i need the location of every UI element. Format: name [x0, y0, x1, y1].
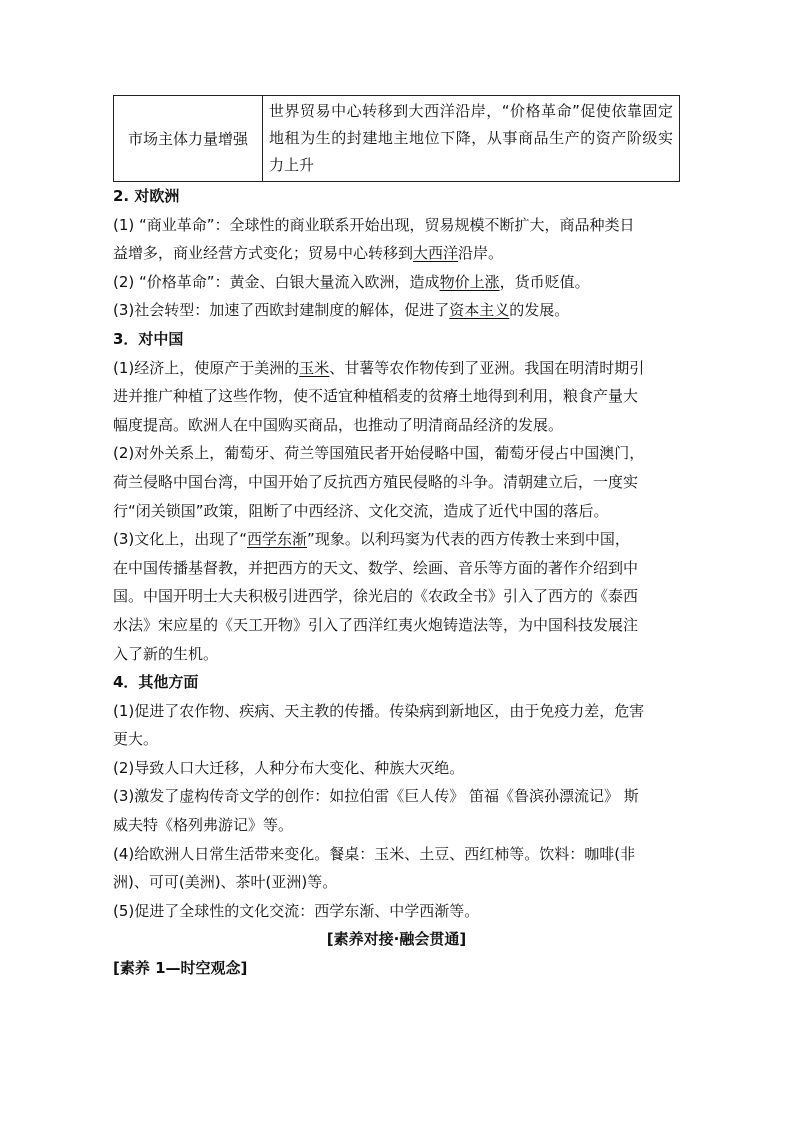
- europe-item-1-line-2: [113, 239, 680, 268]
- text-run: 、甘薯等农作物传到了亚洲。我国在明清时期引: [329, 358, 645, 377]
- section-europe: [113, 182, 680, 325]
- document-page: [113, 95, 680, 983]
- europe-item-1-line-1: (1) “商业革命”：全球性的商业联系开始出现，贸易规模不断扩大，商品种类日: [113, 215, 635, 234]
- china-p3-line-1: [113, 525, 680, 554]
- text-run: ，货币贬值。: [499, 272, 590, 291]
- other-p2-line-1: (2)导致人口大迁移，人种分布大变化、种族大灭绝。: [113, 758, 465, 777]
- other-p3-line-1: (3)激发了虚构传奇文学的创作：如拉伯雷《巨人传》 笛福《鲁滨孙漂流记》 斯: [113, 787, 639, 806]
- china-p2-line-3: 行“闭关锁国”政策，阻断了中西经济、文化交流，造成了近代中国的落后。: [113, 501, 609, 520]
- other-p5-line-1: (5)促进了全球性的文化交流：西学东渐、中学西渐等。: [113, 901, 480, 920]
- underlined-answer: 玉米: [299, 358, 330, 377]
- text-run: (3)文化上，出现了“: [113, 530, 248, 549]
- underlined-answer: 大西洋: [413, 244, 459, 263]
- summary-table: [113, 95, 680, 182]
- underlined-answer: 资本主义: [449, 301, 510, 320]
- other-p4-line-2: 洲)、可可(美洲)、茶叶(亚洲)等。: [113, 873, 338, 892]
- other-p1-line-1: (1)促进了农作物、疾病、天主教的传播。传染病到新地区，由于免疫力差，危害: [113, 701, 645, 720]
- text-run: (1)经济上，使原产于美洲的: [113, 358, 300, 377]
- text-run: (2) “价格革命”：黄金、白银大量流入欧洲，造成: [113, 272, 440, 291]
- text-run: 的发展。: [509, 301, 570, 320]
- china-p3-line-5: 入了新的生机。: [113, 644, 219, 663]
- china-p1-line-2: 进并推广种植了这些作物，使不适宜种植稻麦的贫瘠土地得到利用，粮食产量大: [113, 387, 639, 406]
- section-heading-europe: 2. 对欧洲: [113, 187, 180, 205]
- underlined-answer: 物价上涨: [439, 272, 500, 291]
- other-p3-line-2: 威夫特《格列弗游记》等。: [113, 816, 294, 835]
- section-other: [113, 668, 680, 925]
- section-heading-china: 3．对中国: [113, 329, 184, 348]
- other-p4-line-1: (4)给欧洲人日常生活带来变化。餐桌：玉米、土豆、西红柿等。饮料：咖啡(非: [113, 844, 636, 863]
- europe-item-2: [113, 268, 680, 297]
- china-p1-line-3: 幅度提高。欧洲人在中国购买商品，也推动了明清商品经济的发展。: [113, 415, 564, 434]
- china-p3-line-2: 在中国传播基督教，并把西方的天文、数学、绘画、音乐等方面的著作介绍到中: [113, 558, 639, 577]
- europe-item-3: [113, 296, 680, 325]
- text-run: 益增多，商业经营方式变化；贸易中心转移到: [113, 244, 414, 263]
- section-china: [113, 325, 680, 668]
- table-row: [114, 96, 680, 182]
- table-row-label: 市场主体力量增强: [114, 96, 263, 182]
- other-p1-line-2: 更大。: [113, 730, 159, 749]
- underlined-answer: 西学东渐: [247, 530, 308, 549]
- section-title-literacy: [素养对接·融会贯通]: [326, 930, 467, 949]
- china-p2-line-1: (2)对外关系上，葡萄牙、荷兰等国殖民者开始侵略中国，葡萄牙侵占中国澳门，: [113, 444, 645, 463]
- china-p1-line-1: [113, 354, 680, 383]
- section-heading-other: 4．其他方面: [113, 673, 199, 692]
- china-p3-line-3: 国。中国开明士大夫积极引进西学，徐光启的《农政全书》引入了西方的《泰西: [113, 587, 639, 606]
- text-run: (3)社会转型：加速了西欧封建制度的解体，促进了: [113, 301, 450, 320]
- china-p3-line-4: 水法》宋应星的《天工开物》引入了西洋红夷火炮铸造法等，为中国科技发展注: [113, 615, 639, 634]
- text-run: 沿岸。: [458, 244, 504, 263]
- china-p2-line-2: 荷兰侵略中国台湾，中国开始了反抗西方殖民侵略的斗争。清朝建立后，一度实: [113, 472, 639, 491]
- table-row-content: 世界贸易中心转移到大西洋沿岸，“价格革命”促使依靠固定地租为生的封建地主地位下降，从事商品生产的资产阶级实力上升: [263, 96, 680, 182]
- text-run: ”现象。以利玛窦为代表的西方传教士来到中国，: [307, 530, 630, 549]
- subsection-title-literacy-1: [素养 1—时空观念]: [113, 959, 248, 978]
